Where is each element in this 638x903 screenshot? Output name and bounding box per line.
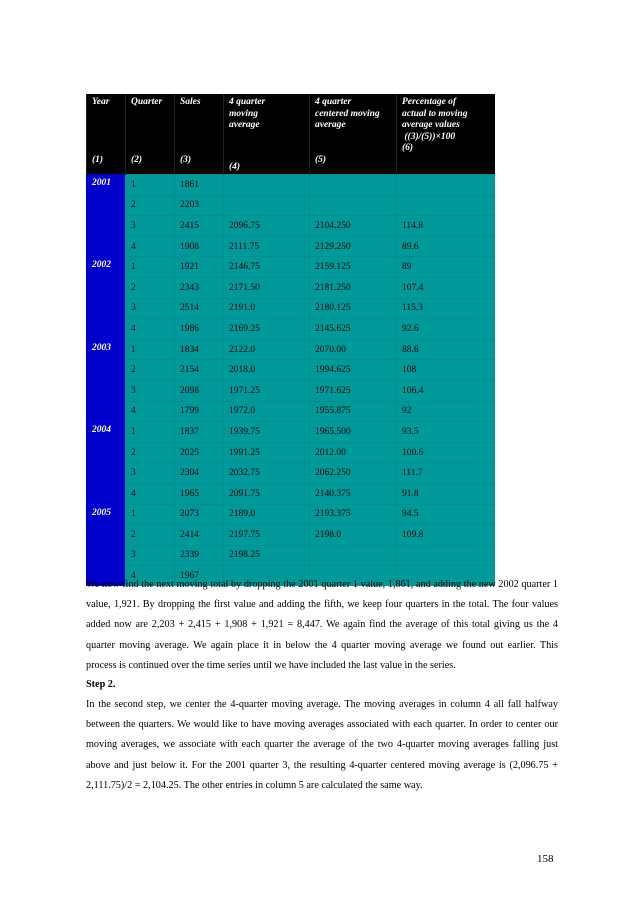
header-sales	[175, 94, 224, 175]
table-row	[87, 257, 495, 278]
percentage-cell: 92	[397, 401, 495, 422]
header-centered-number: (5)	[315, 155, 327, 166]
sales-cell: 2343	[175, 277, 224, 298]
year-cell: 2002	[87, 257, 126, 339]
centered-average-cell: 1971.625	[310, 380, 397, 401]
moving-average-cell: 2091.75	[224, 483, 310, 504]
quarter-cell: 2	[126, 277, 175, 298]
sales-cell: 1834	[175, 339, 224, 360]
moving-average-table	[86, 94, 495, 586]
table-header-row	[87, 94, 495, 175]
percentage-cell: 108	[397, 360, 495, 381]
table-body	[87, 175, 495, 586]
percentage-cell: 94.5	[397, 504, 495, 525]
quarter-cell: 1	[126, 175, 175, 196]
table-row	[87, 504, 495, 525]
moving-average-cell: 2197.75	[224, 525, 310, 546]
percentage-cell: 111.7	[397, 463, 495, 484]
header-sales-label: Sales	[180, 97, 201, 107]
header-moving-average-line1: 4 quarter	[229, 97, 266, 107]
percentage-cell: 109.8	[397, 525, 495, 546]
sales-cell: 1986	[175, 319, 224, 340]
moving-average-cell	[224, 175, 310, 196]
percentage-cell: 114.8	[397, 216, 495, 237]
step-2-heading	[86, 675, 558, 695]
sales-cell: 2514	[175, 298, 224, 319]
header-centered-line1: 4 quarter	[315, 97, 352, 107]
header-percentage-line3: average values	[402, 120, 460, 131]
header-quarter	[126, 94, 175, 175]
sales-cell: 2073	[175, 504, 224, 525]
quarter-cell: 3	[126, 463, 175, 484]
centered-average-cell: 2062.250	[310, 463, 397, 484]
percentage-cell: 88.6	[397, 339, 495, 360]
percentage-cell: 115.3	[397, 298, 495, 319]
header-centered-line2: centered moving	[315, 108, 380, 119]
moving-average-cell: 2189.0	[224, 504, 310, 525]
sales-cell: 1921	[175, 257, 224, 278]
centered-average-cell: 2012.00	[310, 442, 397, 463]
moving-average-cell: 1971.25	[224, 380, 310, 401]
table-row	[87, 545, 495, 566]
table-row	[87, 463, 495, 484]
centered-average-cell: 2198.0	[310, 525, 397, 546]
table-row	[87, 216, 495, 237]
moving-average-cell: 2198.25	[224, 545, 310, 566]
percentage-cell	[397, 545, 495, 566]
percentage-cell	[397, 175, 495, 196]
table-row	[87, 422, 495, 443]
sales-cell: 2154	[175, 360, 224, 381]
paragraph-moving-total: We now find the next moving total by dropping the 2001 quarter 1 value, 1,861, and adding the new 2002 quarter 1 value, 1,921. By dropping the first value and adding the fifth, we keep four quarters in the total. The four values added now are 2,203 + 2,415 + 1,908 + 1,921 = 8,447. We again find the average of this total giving us the 4 quarter moving average. We again place it in below the 4 quarter moving average we found out earlier. This process is continued over the time series until we have included the last value in the series.	[86, 579, 558, 671]
centered-average-cell: 2104.250	[310, 216, 397, 237]
header-percentage-line2: actual to moving	[402, 108, 468, 119]
moving-average-table-container	[86, 94, 494, 586]
table-row	[87, 175, 495, 196]
header-moving-average-number: (4)	[229, 162, 241, 173]
quarter-cell: 3	[126, 298, 175, 319]
table-row	[87, 319, 495, 340]
step-2-heading-text: Step 2.	[86, 679, 116, 690]
table-row	[87, 525, 495, 546]
year-cell: 2003	[87, 339, 126, 421]
percentage-cell	[397, 195, 495, 216]
header-year	[87, 94, 126, 175]
sales-cell: 2414	[175, 525, 224, 546]
sales-cell: 2025	[175, 442, 224, 463]
header-moving-average-line2: moving	[229, 108, 259, 119]
table-row	[87, 360, 495, 381]
sales-cell: 1967	[175, 566, 224, 586]
quarter-cell: 2	[126, 195, 175, 216]
centered-average-cell: 2140.375	[310, 483, 397, 504]
percentage-cell: 93.5	[397, 422, 495, 443]
moving-average-cell: 2122.0	[224, 339, 310, 360]
moving-average-cell: 1972.0	[224, 401, 310, 422]
centered-average-cell: 2129.250	[310, 236, 397, 257]
table-row	[87, 195, 495, 216]
header-year-number: (1)	[92, 155, 104, 166]
header-moving-average-line3: average	[229, 120, 260, 131]
quarter-cell: 2	[126, 360, 175, 381]
sales-cell: 2339	[175, 545, 224, 566]
quarter-cell: 1	[126, 504, 175, 525]
moving-average-cell: 1991.25	[224, 442, 310, 463]
quarter-cell: 3	[126, 380, 175, 401]
header-moving-average	[224, 94, 310, 175]
percentage-cell: 107.4	[397, 277, 495, 298]
percentage-cell: 89	[397, 257, 495, 278]
sales-cell: 1908	[175, 236, 224, 257]
quarter-cell: 3	[126, 545, 175, 566]
centered-average-cell: 2180.125	[310, 298, 397, 319]
centered-average-cell: 2070.00	[310, 339, 397, 360]
table-row	[87, 483, 495, 504]
centered-average-cell	[310, 545, 397, 566]
header-quarter-number: (2)	[131, 155, 143, 166]
header-centered-line3: average	[315, 120, 346, 131]
sales-cell: 1861	[175, 175, 224, 196]
quarter-cell: 4	[126, 483, 175, 504]
moving-average-cell: 2096.75	[224, 216, 310, 237]
quarter-cell: 2	[126, 442, 175, 463]
quarter-cell: 2	[126, 525, 175, 546]
centered-average-cell: 1955.875	[310, 401, 397, 422]
centered-average-cell	[310, 195, 397, 216]
quarter-cell: 4	[126, 236, 175, 257]
sales-cell: 1799	[175, 401, 224, 422]
quarter-cell: 4	[126, 401, 175, 422]
centered-average-cell: 2193.375	[310, 504, 397, 525]
moving-average-cell: 2111.75	[224, 236, 310, 257]
percentage-cell: 89.6	[397, 236, 495, 257]
table-row	[87, 339, 495, 360]
table-row	[87, 298, 495, 319]
table-row	[87, 380, 495, 401]
table-row	[87, 442, 495, 463]
sales-cell: 2098	[175, 380, 224, 401]
centered-average-cell: 2181.250	[310, 277, 397, 298]
quarter-cell: 3	[126, 216, 175, 237]
header-percentage	[397, 94, 495, 175]
centered-average-cell: 2159.125	[310, 257, 397, 278]
percentage-cell: 92.6	[397, 319, 495, 340]
percentage-cell: 100.6	[397, 442, 495, 463]
year-cell: 2004	[87, 422, 126, 504]
page-number: 158	[537, 853, 554, 865]
sales-cell: 2203	[175, 195, 224, 216]
table-row	[87, 277, 495, 298]
quarter-cell: 1	[126, 339, 175, 360]
moving-average-cell: 1939.75	[224, 422, 310, 443]
moving-average-cell: 2169.25	[224, 319, 310, 340]
centered-average-cell: 2145.625	[310, 319, 397, 340]
paragraph-centering: In the second step, we center the 4-quarter moving average. The moving averages in column 4 all fall halfway between the quarters. We would like to have moving averages associated with each quarter. In order to center our moving averages, we associate with each quarter the average of the two 4-quarter moving averages falling just above and just below it. For the 2001 quarter 3, the resulting 4-quarter centered moving average is (2,096.75 + 2,111.75)/2 = 2,104.25. The other entries in column 5 are calculated the same way.	[86, 699, 558, 791]
centered-average-cell: 1965.500	[310, 422, 397, 443]
centered-average-cell	[310, 175, 397, 196]
quarter-cell: 4	[126, 319, 175, 340]
header-quarter-label: Quarter	[131, 97, 163, 107]
year-cell: 2005	[87, 504, 126, 586]
header-centered-moving-average	[310, 94, 397, 175]
moving-average-cell: 2146.75	[224, 257, 310, 278]
header-sales-number: (3)	[180, 155, 192, 166]
moving-average-cell: 2032.75	[224, 463, 310, 484]
sales-cell: 1837	[175, 422, 224, 443]
moving-average-cell: 2171.50	[224, 277, 310, 298]
quarter-cell: 1	[126, 257, 175, 278]
centered-average-cell: 1994.625	[310, 360, 397, 381]
sales-cell: 1965	[175, 483, 224, 504]
table-row	[87, 401, 495, 422]
moving-average-cell: 2191.0	[224, 298, 310, 319]
header-percentage-line1: Percentage of	[402, 97, 457, 107]
year-cell: 2001	[87, 175, 126, 257]
table-row	[87, 236, 495, 257]
quarter-cell: 4	[126, 566, 175, 586]
header-year-label: Year	[92, 97, 110, 107]
sales-cell: 2304	[175, 463, 224, 484]
header-percentage-line4: ((3)/(5))×100	[402, 131, 456, 142]
percentage-cell: 106.4	[397, 380, 495, 401]
quarter-cell: 1	[126, 422, 175, 443]
moving-average-cell: 2018.0	[224, 360, 310, 381]
sales-cell: 2415	[175, 216, 224, 237]
header-percentage-number: (6)	[402, 143, 414, 154]
moving-average-cell	[224, 195, 310, 216]
percentage-cell: 91.8	[397, 483, 495, 504]
